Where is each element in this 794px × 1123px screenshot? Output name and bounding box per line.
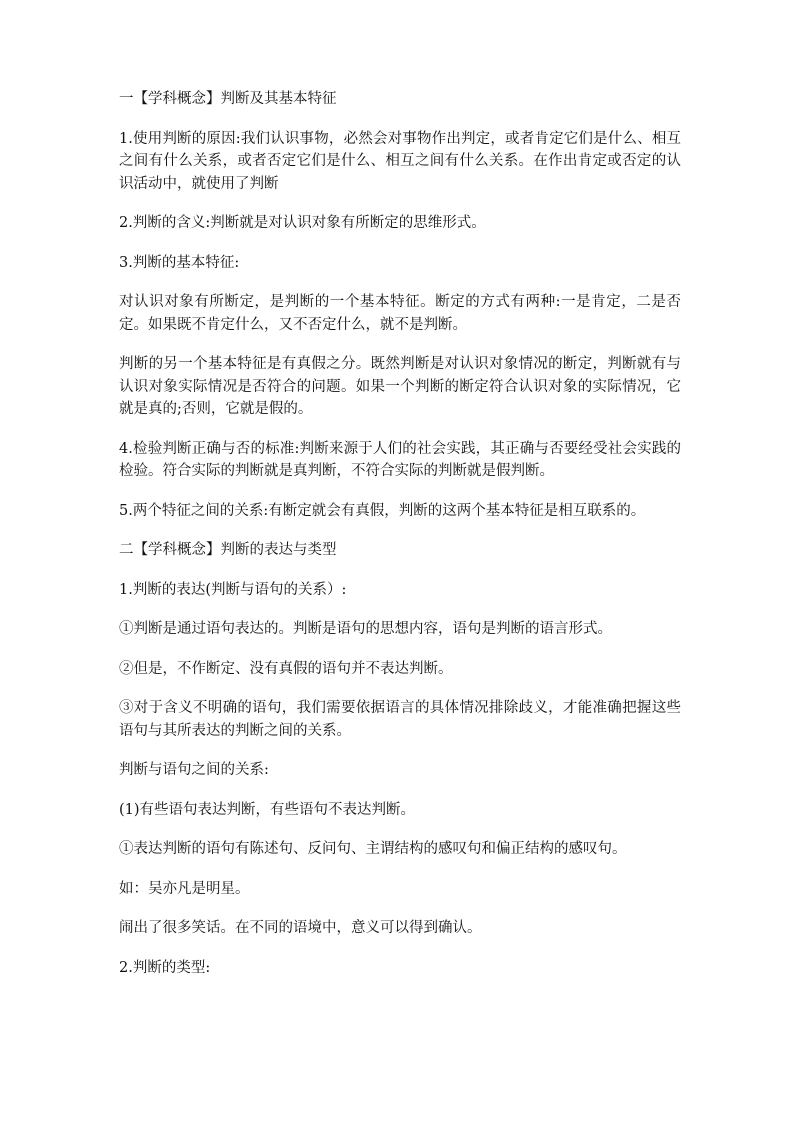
document-page: [119, 88, 681, 979]
paragraph: 判断与语句之间的关系:: [119, 762, 269, 778]
paragraph: ①表达判断的语句有陈述句、反问句、主谓结构的感叹句和偏正结构的感叹句。: [119, 841, 627, 857]
paragraph: 如：吴亦凡是明星。: [119, 880, 250, 897]
paragraph: (1)有些语句表达判断，有些语句不表达判断。: [119, 801, 416, 818]
paragraph: ③对于含义不明确的语句，我们需要依据语言的具体情况排除歧义，才能准确把握这些语句与其所表达的判断之间的关系。: [119, 700, 681, 739]
paragraph: 对认识对象有所断定，是判断的一个基本特征。断定的方式有两种:一是肯定，二是否定。如果既不肯定什么，又不否定什么，就不是判断。: [119, 294, 681, 333]
paragraph: ①判断是通过语句表达的。判断是语句的思想内容，语句是判断的语言形式。: [119, 621, 612, 637]
paragraph: 5.两个特征之间的关系:有断定就会有真假，判断的这两个基本特征是相互联系的。: [119, 502, 646, 519]
section-heading-1: 一【学科概念】判断及其基本特征: [119, 91, 337, 107]
section-heading-2: 二【学科概念】判断的表达与类型: [119, 542, 337, 558]
paragraph: 1.使用判断的原因:我们认识事物，必然会对事物作出判定，或者肯定它们是什么、相互之间有什么关系，或者否定它们是什么、相互之间有什么关系。在作出肯定或否定的认识活动中，就使用了判断: [119, 130, 681, 192]
paragraph: 3.判断的基本特征:: [119, 254, 240, 271]
paragraph: 4.检验判断正确与否的标准:判断来源于人们的社会实践，其正确与否要经受社会实践的检验。符合实际的判断就是真判断，不符合实际的判断就是假判断。: [119, 440, 681, 479]
paragraph: 1.判断的表达(判断与语句的关系）:: [119, 581, 347, 598]
paragraph: 2.判断的含义:判断就是对认识对象有所断定的思维形式。: [119, 215, 486, 231]
paragraph: ②但是，不作断定、没有真假的语句并不表达判断。: [119, 660, 453, 677]
paragraph: 2.判断的类型:: [119, 959, 211, 976]
paragraph: 闹出了很多笑话。在不同的语境中，意义可以得到确认。: [119, 920, 482, 936]
paragraph: 判断的另一个基本特征是有真假之分。既然判断是对认识对象情况的断定，判断就有与认识对象实际情况是否符合的问题。如果一个判断的断定符合认识对象的实际情况，它就是真的;否则，它就是假的。: [119, 356, 681, 417]
